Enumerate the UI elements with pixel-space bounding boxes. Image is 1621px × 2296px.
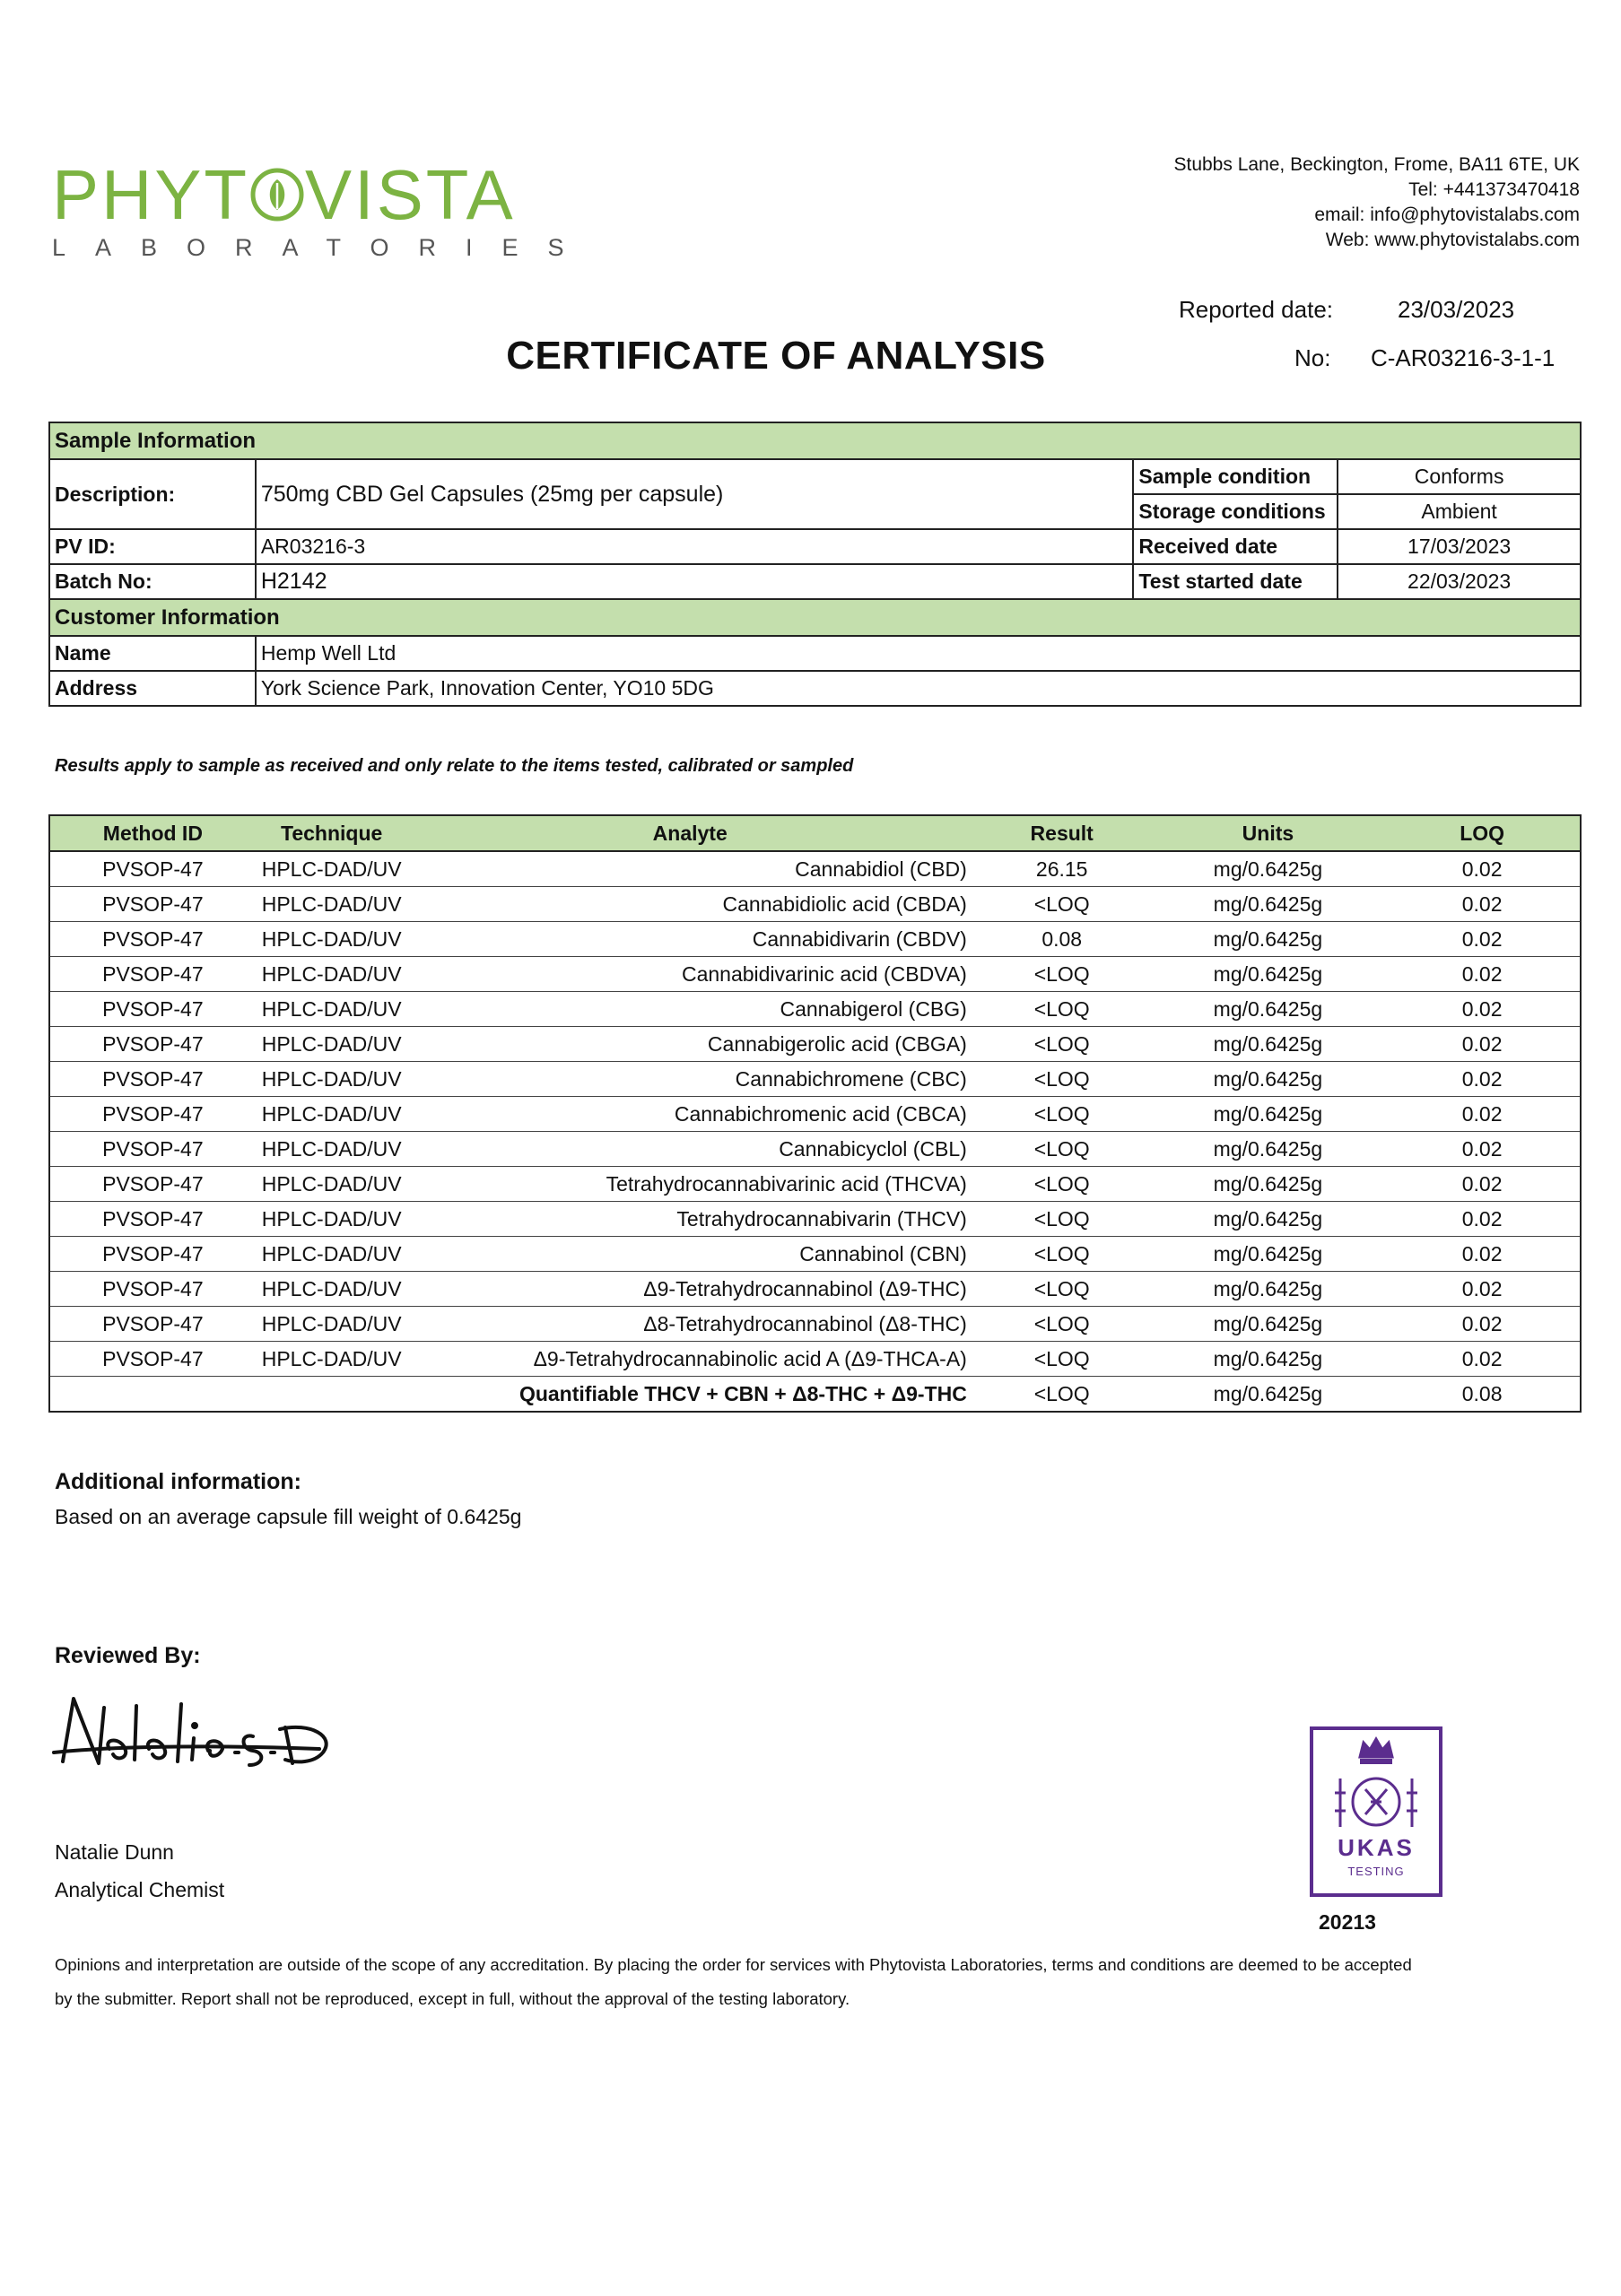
technique-cell: HPLC-DAD/UV [256, 1272, 408, 1307]
loq-cell: 0.02 [1384, 1272, 1581, 1307]
analyte-cell: Tetrahydrocannabivarinic acid (THCVA) [408, 1167, 972, 1202]
result-row [49, 1202, 1581, 1237]
customer-name-value: Hemp Well Ltd [256, 636, 1581, 671]
leaf-logo-icon [249, 167, 305, 222]
contact-block [1173, 152, 1580, 253]
col-technique: Technique [256, 815, 408, 851]
result-row [49, 1027, 1581, 1062]
analyte-cell: Tetrahydrocannabivarin (THCV) [408, 1202, 972, 1237]
result-row [49, 1132, 1581, 1167]
sample-condition-value: Conforms [1338, 459, 1581, 494]
reviewer-name: Natalie Dunn [55, 1840, 174, 1864]
units-cell: mg/0.6425g [1152, 1062, 1385, 1097]
batch-no-value: H2142 [256, 564, 1134, 599]
method-id-cell: PVSOP-47 [49, 1272, 256, 1307]
analyte-cell: Cannabichromene (CBC) [408, 1062, 972, 1097]
ukas-text: UKAS [1338, 1834, 1415, 1861]
received-date-value: 17/03/2023 [1338, 529, 1581, 564]
units-cell: mg/0.6425g [1152, 1097, 1385, 1132]
total-row-spacer [49, 1377, 408, 1413]
loq-cell: 0.02 [1384, 1167, 1581, 1202]
technique-cell: HPLC-DAD/UV [256, 1132, 408, 1167]
units-cell: mg/0.6425g [1152, 1132, 1385, 1167]
method-id-cell: PVSOP-47 [49, 922, 256, 957]
ukas-accreditation-number: 20213 [1319, 1910, 1376, 1934]
sample-info-header: Sample Information [49, 422, 1581, 459]
result-row [49, 1062, 1581, 1097]
result-row [49, 992, 1581, 1027]
loq-cell: 0.02 [1384, 922, 1581, 957]
test-started-label: Test started date [1133, 564, 1338, 599]
total-loq-cell: 0.08 [1384, 1377, 1581, 1413]
units-cell: mg/0.6425g [1152, 1027, 1385, 1062]
units-cell: mg/0.6425g [1152, 1202, 1385, 1237]
result-cell: <LOQ [972, 1132, 1152, 1167]
result-cell: <LOQ [972, 1062, 1152, 1097]
company-logo [52, 155, 516, 234]
analyte-cell: Δ9-Tetrahydrocannabinolic acid A (Δ9-THCA-A) [408, 1342, 972, 1377]
result-cell: <LOQ [972, 1342, 1152, 1377]
result-row [49, 851, 1581, 887]
technique-cell: HPLC-DAD/UV [256, 1062, 408, 1097]
method-id-cell: PVSOP-47 [49, 1132, 256, 1167]
technique-cell: HPLC-DAD/UV [256, 1027, 408, 1062]
units-cell: mg/0.6425g [1152, 887, 1385, 922]
page-title: CERTIFICATE OF ANALYSIS [506, 334, 1046, 378]
result-row [49, 957, 1581, 992]
result-row [49, 1342, 1581, 1377]
analyte-cell: Cannabidivarinic acid (CBDVA) [408, 957, 972, 992]
customer-name-label: Name [49, 636, 256, 671]
loq-cell: 0.02 [1384, 957, 1581, 992]
reviewed-by-heading: Reviewed By: [55, 1643, 201, 1668]
signature-image [50, 1686, 337, 1785]
units-cell: mg/0.6425g [1152, 1307, 1385, 1342]
result-cell: <LOQ [972, 1097, 1152, 1132]
analyte-cell: Cannabidiol (CBD) [408, 851, 972, 887]
customer-address-value: York Science Park, Innovation Center, YO10 5DG [256, 671, 1581, 706]
ukas-accreditation-mark [1310, 1726, 1442, 1897]
method-id-cell: PVSOP-47 [49, 1307, 256, 1342]
col-units: Units [1152, 815, 1385, 851]
ukas-testing-text: TESTING [1347, 1865, 1405, 1878]
sample-condition-label: Sample condition [1133, 459, 1338, 494]
units-cell: mg/0.6425g [1152, 1167, 1385, 1202]
col-analyte: Analyte [408, 815, 972, 851]
result-cell: <LOQ [972, 1167, 1152, 1202]
result-row [49, 887, 1581, 922]
result-row [49, 1272, 1581, 1307]
loq-cell: 0.02 [1384, 1062, 1581, 1097]
received-date-label: Received date [1133, 529, 1338, 564]
result-row [49, 1097, 1581, 1132]
results-header-row [49, 815, 1581, 851]
units-cell: mg/0.6425g [1152, 851, 1385, 887]
loq-cell: 0.02 [1384, 1202, 1581, 1237]
footer-line-2: by the submitter. Report shall not be reproduced, except in full, without the approval of the testing laboratory. [55, 1989, 850, 2008]
test-started-value: 22/03/2023 [1338, 564, 1581, 599]
total-row [49, 1377, 1581, 1413]
total-result-cell: <LOQ [972, 1377, 1152, 1413]
customer-info-header: Customer Information [49, 599, 1581, 636]
sample-info-table [48, 422, 1582, 707]
loq-cell: 0.02 [1384, 1027, 1581, 1062]
technique-cell: HPLC-DAD/UV [256, 922, 408, 957]
footer-disclaimer [55, 1948, 1562, 2016]
contact-email: email: info@phytovistalabs.com [1314, 204, 1580, 225]
loq-cell: 0.02 [1384, 851, 1581, 887]
col-result: Result [972, 815, 1152, 851]
ukas-crown-icon [1313, 1730, 1439, 1893]
col-loq: LOQ [1384, 815, 1581, 851]
loq-cell: 0.02 [1384, 1132, 1581, 1167]
technique-cell: HPLC-DAD/UV [256, 887, 408, 922]
technique-cell: HPLC-DAD/UV [256, 1167, 408, 1202]
result-cell: <LOQ [972, 1027, 1152, 1062]
technique-cell: HPLC-DAD/UV [256, 851, 408, 887]
result-cell: <LOQ [972, 1237, 1152, 1272]
analyte-cell: Cannabigerol (CBG) [408, 992, 972, 1027]
loq-cell: 0.02 [1384, 887, 1581, 922]
result-cell: <LOQ [972, 887, 1152, 922]
analyte-cell: Cannabidivarin (CBDV) [408, 922, 972, 957]
results-note: Results apply to sample as received and only relate to the items tested, calibrated or sampled [55, 756, 854, 776]
result-cell: <LOQ [972, 957, 1152, 992]
result-cell: <LOQ [972, 1307, 1152, 1342]
report-number-value: C-AR03216-3-1-1 [1371, 344, 1556, 371]
units-cell: mg/0.6425g [1152, 1272, 1385, 1307]
additional-info-heading: Additional information: [55, 1469, 301, 1494]
method-id-cell: PVSOP-47 [49, 1237, 256, 1272]
analyte-cell: Δ8-Tetrahydrocannabinol (Δ8-THC) [408, 1307, 972, 1342]
technique-cell: HPLC-DAD/UV [256, 957, 408, 992]
method-id-cell: PVSOP-47 [49, 887, 256, 922]
contact-tel: Tel: +441373470418 [1408, 179, 1580, 200]
results-table [48, 814, 1582, 1413]
reviewer-role: Analytical Chemist [55, 1878, 225, 1901]
result-cell: <LOQ [972, 1272, 1152, 1307]
total-units-cell: mg/0.6425g [1152, 1377, 1385, 1413]
result-cell: 26.15 [972, 851, 1152, 887]
technique-cell: HPLC-DAD/UV [256, 992, 408, 1027]
method-id-cell: PVSOP-47 [49, 1342, 256, 1377]
customer-address-label: Address [49, 671, 256, 706]
logo-subtitle: LABORATORIES [52, 234, 594, 261]
result-row [49, 1167, 1581, 1202]
units-cell: mg/0.6425g [1152, 922, 1385, 957]
contact-address: Stubbs Lane, Beckington, Frome, BA11 6TE, UK [1173, 154, 1580, 175]
logo-text-left: PHYT [52, 155, 250, 234]
result-cell: 0.08 [972, 922, 1152, 957]
result-cell: <LOQ [972, 992, 1152, 1027]
report-number-label: No: [1294, 344, 1331, 371]
additional-info-text: Based on an average capsule fill weight of 0.6425g [55, 1505, 522, 1528]
analyte-cell: Cannabigerolic acid (CBGA) [408, 1027, 972, 1062]
contact-web: Web: www.phytovistalabs.com [1325, 230, 1580, 250]
method-id-cell: PVSOP-47 [49, 1062, 256, 1097]
result-cell: <LOQ [972, 1202, 1152, 1237]
reported-date-value: 23/03/2023 [1398, 296, 1515, 323]
loq-cell: 0.02 [1384, 1237, 1581, 1272]
method-id-cell: PVSOP-47 [49, 1202, 256, 1237]
units-cell: mg/0.6425g [1152, 1342, 1385, 1377]
analyte-cell: Cannabicyclol (CBL) [408, 1132, 972, 1167]
pv-id-label: PV ID: [49, 529, 256, 564]
description-value: 750mg CBD Gel Capsules (25mg per capsule) [256, 459, 1134, 529]
description-label: Description: [49, 459, 256, 529]
col-method-id: Method ID [49, 815, 256, 851]
method-id-cell: PVSOP-47 [49, 992, 256, 1027]
method-id-cell: PVSOP-47 [49, 957, 256, 992]
footer-line-1: Opinions and interpretation are outside of the scope of any accreditation. By placing the order for services with Phytovista Laboratories, terms and conditions are deemed to be accepted [55, 1955, 1412, 1974]
technique-cell: HPLC-DAD/UV [256, 1202, 408, 1237]
technique-cell: HPLC-DAD/UV [256, 1342, 408, 1377]
technique-cell: HPLC-DAD/UV [256, 1237, 408, 1272]
units-cell: mg/0.6425g [1152, 1237, 1385, 1272]
logo-text-right: VISTA [305, 155, 516, 234]
analyte-cell: Cannabinol (CBN) [408, 1237, 972, 1272]
analyte-cell: Δ9-Tetrahydrocannabinol (Δ9-THC) [408, 1272, 972, 1307]
units-cell: mg/0.6425g [1152, 992, 1385, 1027]
pv-id-value: AR03216-3 [256, 529, 1134, 564]
technique-cell: HPLC-DAD/UV [256, 1097, 408, 1132]
method-id-cell: PVSOP-47 [49, 851, 256, 887]
loq-cell: 0.02 [1384, 1097, 1581, 1132]
result-row [49, 1307, 1581, 1342]
result-row [49, 1237, 1581, 1272]
loq-cell: 0.02 [1384, 1307, 1581, 1342]
result-row [49, 922, 1581, 957]
analyte-cell: Cannabidiolic acid (CBDA) [408, 887, 972, 922]
method-id-cell: PVSOP-47 [49, 1167, 256, 1202]
storage-conditions-value: Ambient [1338, 494, 1581, 529]
reported-date-label: Reported date: [1179, 296, 1334, 323]
batch-no-label: Batch No: [49, 564, 256, 599]
total-label-cell: Quantifiable THCV + CBN + Δ8-THC + Δ9-THC [408, 1377, 972, 1413]
loq-cell: 0.02 [1384, 1342, 1581, 1377]
analyte-cell: Cannabichromenic acid (CBCA) [408, 1097, 972, 1132]
storage-conditions-label: Storage conditions [1133, 494, 1338, 529]
method-id-cell: PVSOP-47 [49, 1097, 256, 1132]
units-cell: mg/0.6425g [1152, 957, 1385, 992]
method-id-cell: PVSOP-47 [49, 1027, 256, 1062]
technique-cell: HPLC-DAD/UV [256, 1307, 408, 1342]
loq-cell: 0.02 [1384, 992, 1581, 1027]
